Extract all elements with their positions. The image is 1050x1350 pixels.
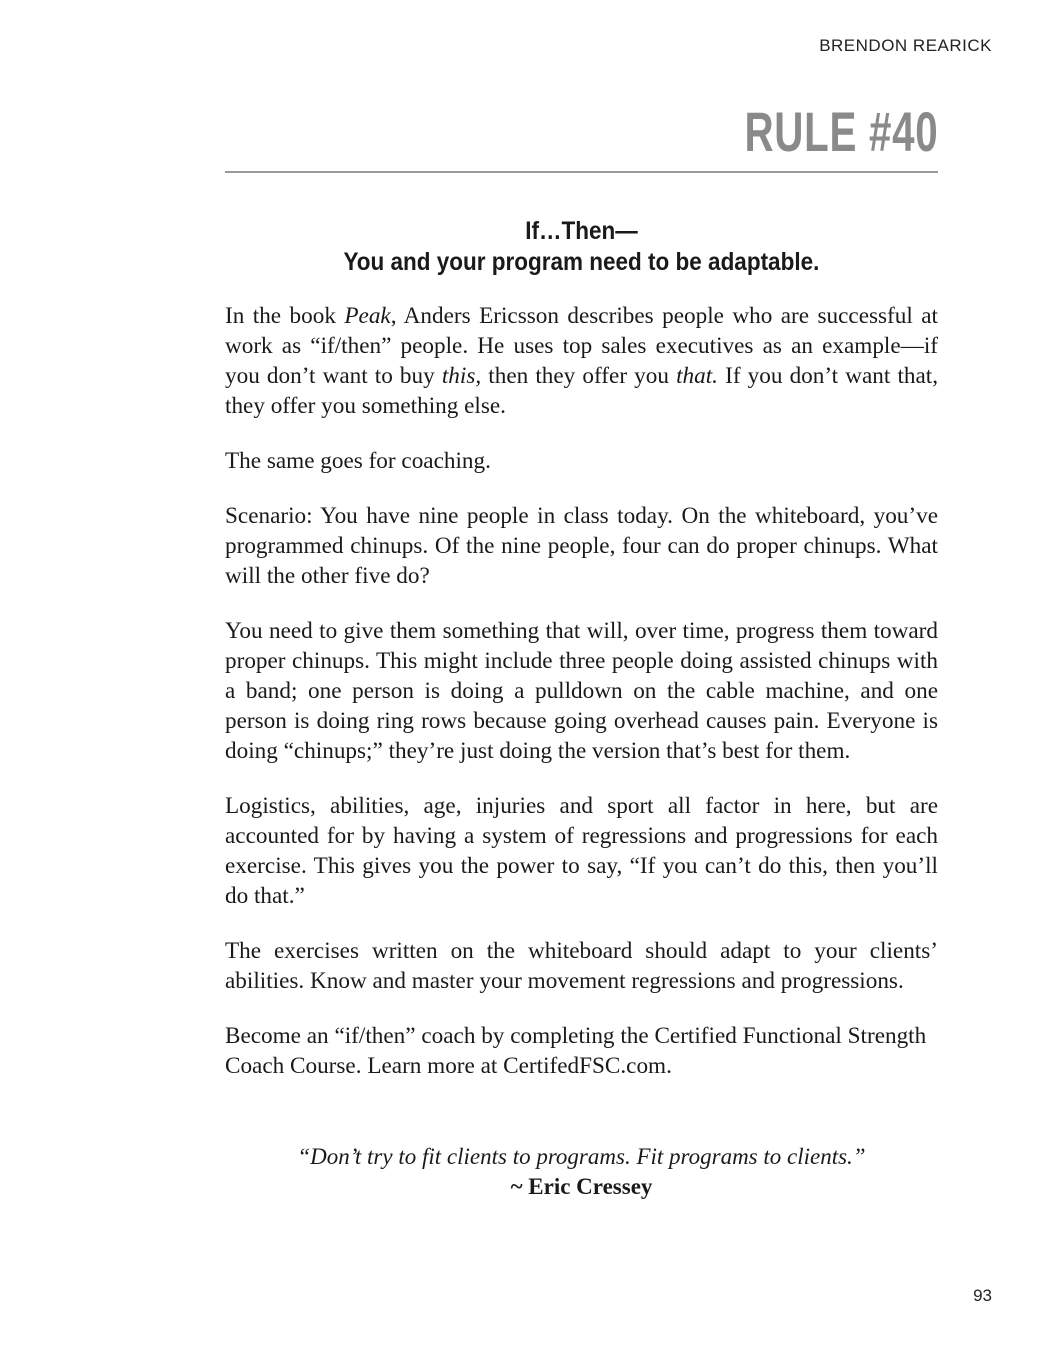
chapter-subtitle <box>225 216 938 278</box>
paragraph-3: Scenario: You have nine people in class today. On the whiteboard, you’ve programmed chinups. Of the nine people, four can do proper chinups. What will the other five do? <box>225 503 938 589</box>
paragraph-2: The same goes for coaching. <box>225 448 491 474</box>
p1-text-c: , Anders Ericsson describes people who are successful at work as “if/then” people. He uses top sales executives as an example—if you don’t want to buy <box>225 303 938 389</box>
quote-text: “Don’t try to fit clients to programs. Fit programs to clients.” <box>297 1144 866 1169</box>
title-divider <box>225 171 938 173</box>
quote-author: ~ Eric Cressey <box>510 1174 653 1199</box>
p1-emphasis-this: this, <box>441 363 482 389</box>
p1-text-g: If you don’t want that, they offer you something else. <box>225 363 939 419</box>
closing-quote <box>225 1142 938 1202</box>
subtitle-line-1: If…Then— <box>525 217 638 245</box>
paragraph-1 <box>225 301 938 421</box>
book-title-peak: Peak <box>344 303 391 329</box>
paragraph-5: Logistics, abilities, age, injuries and sport all factor in here, but are accounted for by having a system of regressions and progressions for each exercise. This gives you the power to say, “If you can’t do this, then you’ll do that.” <box>225 793 938 909</box>
running-header: BRENDON REARICK <box>819 36 992 55</box>
subtitle-line-2: You and your program need to be adaptable. <box>343 248 820 276</box>
paragraph-6: The exercises written on the whiteboard should adapt to your clients’ abilities. Know and master your movement regressions and progressions. <box>225 938 938 994</box>
p1-text-e: then they offer you <box>481 363 677 389</box>
body-text <box>225 301 938 1081</box>
page-number: 93 <box>973 1286 992 1305</box>
rule-title: RULE #40 <box>744 100 938 163</box>
paragraph-4: You need to give them something that will, over time, progress them toward proper chinups. This might include three people doing assisted chinups with a band; one person is doing a pulldown on the cable machine, and one person is doing ring rows because going overhead causes pain. Everyone is doing “chinups;” they’re just doing the version that’s best for them. <box>225 618 938 764</box>
p1-text-a: In the book <box>225 303 345 329</box>
p1-emphasis-that: that. <box>676 363 718 389</box>
paragraph-7: Become an “if/then” coach by completing the Certified Functional Strength Coach Course. Learn more at CertifedFSC.com. <box>225 1023 927 1079</box>
